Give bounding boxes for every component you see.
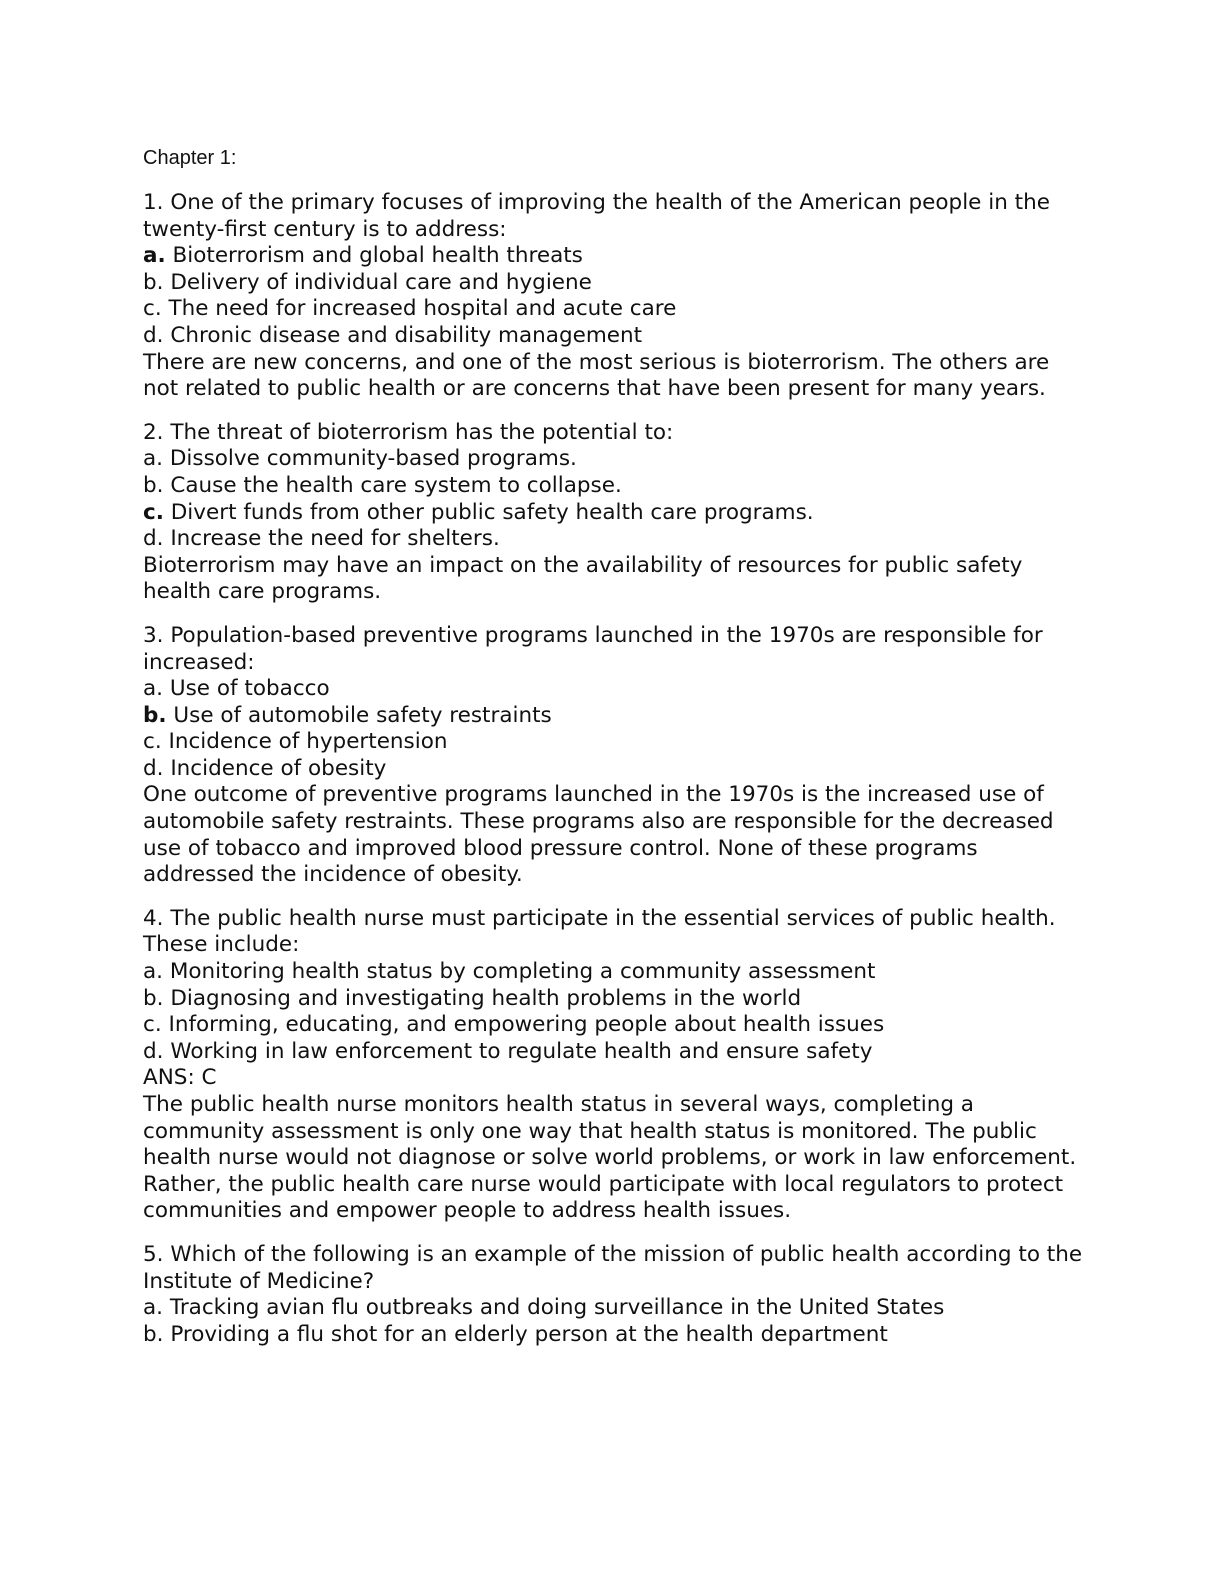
correct-option-letter: a. xyxy=(143,243,166,269)
document-page xyxy=(143,144,1083,1365)
option-letter: b. xyxy=(143,985,164,1011)
answer-option xyxy=(143,729,1083,756)
option-text: Delivery of individual care and hygiene xyxy=(163,269,592,295)
option-text: Divert funds from other public safety health care programs. xyxy=(163,499,814,525)
answer-option xyxy=(143,1295,1083,1322)
question-stem: 4. The public health nurse must participate in the essential services of public health. These include: xyxy=(143,905,1056,958)
answer-option xyxy=(143,323,1083,350)
answer-key: ANS: C xyxy=(143,1065,217,1091)
option-letter: b. xyxy=(143,1321,164,1347)
option-text: Dissolve community-based programs. xyxy=(163,446,577,472)
question-stem: 3. Population-based preventive programs launched in the 1970s are responsible for increased: xyxy=(143,622,1043,675)
answer-option xyxy=(143,296,1083,323)
question-stem: 1. One of the primary focuses of improving the health of the American people in the twenty-first century is to address: xyxy=(143,190,1050,242)
question-block xyxy=(143,190,1083,403)
option-text: The need for increased hospital and acute care xyxy=(161,296,677,322)
answer-option xyxy=(143,756,1083,783)
answer-option xyxy=(143,473,1083,500)
option-letter: d. xyxy=(143,755,164,781)
option-letter: d. xyxy=(143,322,164,348)
answer-option xyxy=(143,446,1083,473)
rationale-text: The public health nurse monitors health status in several ways, completing a community assessment is only one way that health status is monitored. The public health nurse would not diagnose or solve world problems, or work in law enforcement. Rather, the public health care nurse would participate with local regulators to protect communities and empower people to address health issues. xyxy=(143,1092,1077,1224)
rationale-text: Bioterrorism may have an impact on the availability of resources for public safety health care programs. xyxy=(143,552,1023,605)
answer-option xyxy=(143,676,1083,703)
question-block xyxy=(143,1242,1083,1348)
option-letter: a. xyxy=(143,1295,164,1321)
answer-option xyxy=(143,500,1083,527)
option-letter: b. xyxy=(143,472,164,498)
option-text: Bioterrorism and global health threats xyxy=(165,243,583,269)
option-text: Use of tobacco xyxy=(163,676,330,702)
option-letter: c. xyxy=(143,729,162,755)
question-stem: 5. Which of the following is an example of the mission of public health according to the Institute of Medicine? xyxy=(143,1241,1083,1294)
option-letter: a. xyxy=(143,446,164,472)
question-stem: 2. The threat of bioterrorism has the potential to: xyxy=(143,419,674,445)
option-text: Providing a flu shot for an elderly person at the health department xyxy=(163,1321,888,1347)
answer-option xyxy=(143,270,1083,297)
answer-option xyxy=(143,1012,1083,1039)
answer-option xyxy=(143,703,1083,730)
option-text: Monitoring health status by completing a community assessment xyxy=(163,959,876,985)
option-letter: a. xyxy=(143,676,164,702)
rationale-text: There are new concerns, and one of the most serious is bioterrorism. The others are not related to public health or are concerns that have been present for many years. xyxy=(143,349,1050,402)
answer-option xyxy=(143,526,1083,553)
chapter-title: Chapter 1: xyxy=(143,147,237,169)
option-letter: c. xyxy=(143,1012,162,1038)
rationale-text: One outcome of preventive programs launched in the 1970s is the increased use of automobile safety restraints. These programs also are responsible for the decreased use of tobacco and improved blood pressure control. None of these programs addressed the incidence of obesity. xyxy=(143,782,1054,888)
answer-option xyxy=(143,1322,1083,1349)
option-text: Incidence of hypertension xyxy=(161,729,448,755)
option-text: Use of automobile safety restraints xyxy=(166,702,552,728)
option-letter: c. xyxy=(143,296,162,322)
question-list xyxy=(143,190,1083,1348)
option-letter: b. xyxy=(143,269,164,295)
option-text: Working in law enforcement to regulate health and ensure safety xyxy=(163,1038,873,1064)
option-letter: d. xyxy=(143,526,164,552)
question-block xyxy=(143,906,1083,1225)
option-text: Chronic disease and disability management xyxy=(163,322,643,348)
option-text: Tracking avian flu outbreaks and doing surveillance in the United States xyxy=(163,1295,945,1321)
option-text: Incidence of obesity xyxy=(163,755,387,781)
answer-option xyxy=(143,959,1083,986)
correct-option-letter: c. xyxy=(143,499,164,525)
option-text: Informing, educating, and empowering people about health issues xyxy=(161,1012,885,1038)
option-text: Diagnosing and investigating health problems in the world xyxy=(163,985,802,1011)
option-text: Cause the health care system to collapse. xyxy=(163,472,622,498)
correct-option-letter: b. xyxy=(143,702,167,728)
option-letter: a. xyxy=(143,959,164,985)
answer-option xyxy=(143,1039,1083,1066)
answer-option xyxy=(143,243,1083,270)
option-letter: d. xyxy=(143,1038,164,1064)
option-text: Increase the need for shelters. xyxy=(163,526,500,552)
answer-option xyxy=(143,986,1083,1013)
question-block xyxy=(143,623,1083,889)
question-block xyxy=(143,420,1083,606)
